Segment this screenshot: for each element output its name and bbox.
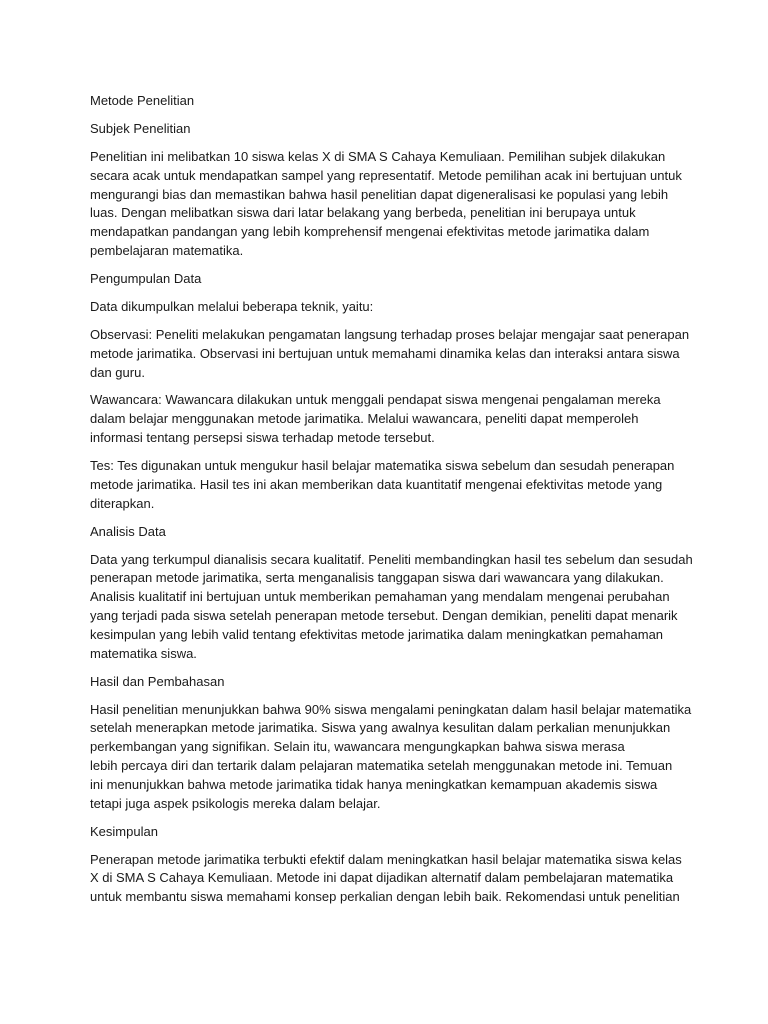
paragraph [90,148,682,261]
paragraph-line: mengurangi bias dan memastikan bahwa hasil penelitian dapat digeneralisasi ke populasi yang lebih [90,186,669,202]
paragraph-line: Observasi: Peneliti melakukan pengamatan langsung terhadap proses belajar mengajar saat penerapan [90,326,690,342]
paragraph-line: luas. Dengan melibatkan siswa dari latar belakang yang berbeda, penelitian ini berupaya untuk [90,205,636,221]
paragraph-line: tetapi juga aspek psikologis mereka dalam belajar. [90,795,381,811]
paragraph-line: informasi tentang persepsi siswa terhadap metode tersebut. [90,430,435,446]
paragraph [90,457,678,513]
paragraph-line: Data dikumpulkan melalui beberapa teknik, yaitu: [90,298,374,314]
section-heading-analisis-data: Analisis Data [90,523,166,539]
paragraph-line: secara acak untuk mendapatkan sampel yang representatif. Metode pemilihan acak ini bertujuan untuk [90,167,682,183]
paragraph-line: yang terjadi pada siswa setelah penerapan metode tersebut. Dengan demikian, peneliti dapat menarik [90,608,678,624]
section-heading-pengumpulan-data: Pengumpulan Data [90,270,202,286]
paragraph-line: metode jarimatika. Observasi ini bertujuan untuk memahami dinamika kelas dan interaksi antara siswa [90,345,680,361]
paragraph-line: mendapatkan pandangan yang lebih komprehensif mengenai efektivitas metode jarimatika dalam [90,224,650,240]
paragraph [90,326,690,382]
section-heading-kesimpulan: Kesimpulan [90,823,158,839]
paragraph-line: metode jarimatika. Hasil tes ini akan memberikan data kuantitatif mengenai efektivitas metode yang [90,476,663,492]
paragraph-line: Penelitian ini melibatkan 10 siswa kelas X di SMA S Cahaya Kemuliaan. Pemilihan subjek dilakukan [90,148,666,164]
paragraph-line: kesimpulan yang lebih valid tentang efektivitas metode jarimatika dalam meningkatkan pemahaman [90,626,664,642]
paragraph-line: Penerapan metode jarimatika terbukti efektif dalam meningkatkan hasil belajar matematika siswa kelas [90,851,682,867]
paragraph-line: Hasil penelitian menunjukkan bahwa 90% siswa mengalami peningkatan dalam hasil belajar matematika [90,701,692,717]
paragraph-line: dan guru. [90,364,145,380]
paragraph-line: Tes: Tes digunakan untuk mengukur hasil belajar matematika siswa sebelum dan sesudah penerapan [90,458,675,474]
paragraph-line: Data yang terkumpul dianalisis secara kualitatif. Peneliti membandingkan hasil tes sebelum dan sesudah [90,551,693,567]
paragraph-line: X di SMA S Cahaya Kemuliaan. Metode ini dapat dijadikan alternatif dalam pembelajaran matematika [90,870,674,886]
paragraph-line: diterapkan. [90,495,155,511]
section-heading-hasil-dan-pembahasan: Hasil dan Pembahasan [90,673,225,689]
document-body [90,92,693,907]
paragraph-line: setelah menerapkan metode jarimatika. Siswa yang awalnya kesulitan dalam perkalian menunjukkan [90,720,671,736]
paragraph [90,391,678,447]
paragraph-line: lebih percaya diri dan tertarik dalam pelajaran matematika setelah menggunakan metode ini. Temuan [90,757,673,773]
paragraph-line: pembelajaran matematika. [90,242,244,258]
paragraph [90,851,682,907]
paragraph-line: perkembangan yang signifikan. Selain itu, wawancara mengungkapkan bahwa siswa merasa [90,739,625,755]
paragraph-line: Wawancara: Wawancara dilakukan untuk menggali pendapat siswa mengenai pengalaman mereka [90,392,661,408]
paragraph [90,298,678,317]
paragraph-line: dalam belajar menggunakan metode jarimatika. Melalui wawancara, peneliti dapat memperoleh [90,411,639,427]
paragraph-line: Analisis kualitatif ini bertujuan untuk memberikan pemahaman yang mendalam mengenai perubahan [90,589,670,605]
paragraph [90,551,693,664]
paragraph [90,701,692,814]
paragraph-line: untuk membantu siswa memahami konsep perkalian dengan lebih baik. Rekomendasi untuk penelitian [90,889,680,905]
paragraph-line: ini menunjukkan bahwa metode jarimatika tidak hanya meningkatkan kemampuan akademis siswa [90,776,658,792]
section-heading-metode-penelitian: Metode Penelitian [90,93,195,108]
paragraph-line: penerapan metode jarimatika, serta menganalisis tanggapan siswa dari wawancara yang dilakukan. [90,570,664,586]
paragraph-line: matematika siswa. [90,645,197,661]
section-heading-subjek-penelitian: Subjek Penelitian [90,120,191,136]
